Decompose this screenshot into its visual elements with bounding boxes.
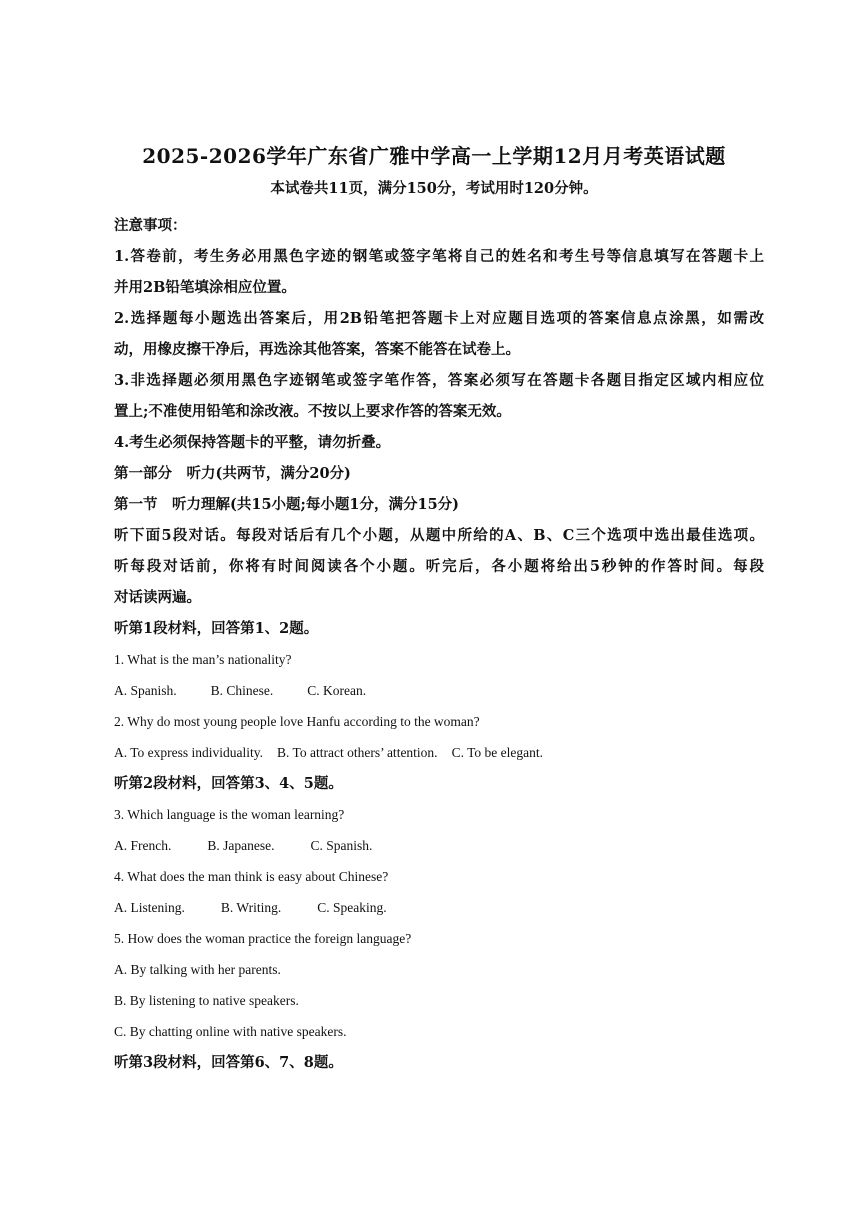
- question-1-option-b: B. Chinese.: [210, 683, 274, 698]
- notice-item-1-line-2: 并用2B铅笔填涂相应位置。: [114, 279, 296, 296]
- question-2: 2. Why do most young people love Hanfu according to the woman?: [114, 714, 480, 729]
- question-3: 3. Which language is the woman learning?: [114, 807, 345, 822]
- notice-item-3-line-1: 3.非选择题必须用黑色字迹钢笔或签字笔作答，答案必须写在答题卡各题目指定区域内相应位: [114, 372, 764, 389]
- question-5-option-b: B. By listening to native speakers.: [114, 993, 299, 1008]
- question-4-option-c: C. Speaking.: [317, 900, 387, 915]
- exam-title: 2025-2026学年广东省广雅中学高一上学期12月月考英语试题: [142, 144, 726, 168]
- section-one-heading: 第一节 听力理解(共15小题;每小题1分，满分15分): [114, 496, 460, 513]
- dialogue-1-heading: 听第1段材料，回答第1、2题。: [114, 620, 319, 637]
- dialogue-2-heading: 听第2段材料，回答第3、4、5题。: [114, 775, 343, 792]
- instructions-line-3: 对话读两遍。: [114, 589, 201, 606]
- question-2-options: [114, 737, 764, 768]
- notice-item-3-line-2: 置上;不准使用铅笔和涂改液。不按以上要求作答的答案无效。: [114, 403, 511, 420]
- notice-item-2-line-2: 动，用橡皮擦干净后，再选涂其他答案，答案不能答在试卷上。: [114, 341, 520, 358]
- question-4-option-b: B. Writing.: [220, 900, 282, 915]
- question-1-option-c: C. Korean.: [307, 683, 367, 698]
- question-4-options: [114, 892, 764, 923]
- part-one-heading: 第一部分 听力(共两节，满分20分): [114, 465, 351, 482]
- exam-content: [114, 210, 764, 1078]
- instructions-line-1: 听下面5段对话。每段对话后有几个小题，从题中所给的A、B、C三个选项中选出最佳选项。: [114, 527, 764, 544]
- question-5-option-a: A. By talking with her parents.: [114, 962, 281, 977]
- question-4: 4. What does the man think is easy about Chinese?: [114, 869, 389, 884]
- question-5: 5. How does the woman practice the foreign language?: [114, 931, 412, 946]
- instructions-line-2: 听每段对话前，你将有时间阅读各个小题。听完后，各小题将给出5秒钟的作答时间。每段: [114, 558, 764, 575]
- notice-heading: 注意事项：: [114, 217, 187, 234]
- notice-item-2-line-1: 2.选择题每小题选出答案后，用2B铅笔把答题卡上对应题目选项的答案信息点涂黑，如需改: [114, 310, 764, 327]
- question-2-option-a: A. To express individuality.: [114, 745, 264, 760]
- question-3-option-a: A. French.: [114, 838, 172, 853]
- question-1-options: [114, 675, 764, 706]
- question-4-option-a: A. Listening.: [114, 900, 185, 915]
- question-1-option-a: A. Spanish.: [114, 683, 177, 698]
- question-2-option-c: C. To be elegant.: [451, 745, 543, 760]
- dialogue-3-heading: 听第3段材料，回答第6、7、8题。: [114, 1054, 343, 1071]
- question-2-option-b: B. To attract others’ attention.: [277, 745, 438, 760]
- question-3-option-c: C. Spanish.: [310, 838, 373, 853]
- question-1: 1. What is the man’s nationality?: [114, 652, 292, 667]
- question-3-option-b: B. Japanese.: [207, 838, 275, 853]
- question-3-options: [114, 830, 764, 861]
- notice-item-4: 4.考生必须保持答题卡的平整，请勿折叠。: [114, 434, 391, 451]
- exam-subtitle: 本试卷共11页，满分150分，考试用时120分钟。: [270, 180, 598, 197]
- question-5-option-c: C. By chatting online with native speakers.: [114, 1024, 347, 1039]
- notice-item-1-line-1: 1.答卷前，考生务必用黑色字迹的钢笔或签字笔将自己的姓名和考生号等信息填写在答题卡上: [114, 248, 764, 265]
